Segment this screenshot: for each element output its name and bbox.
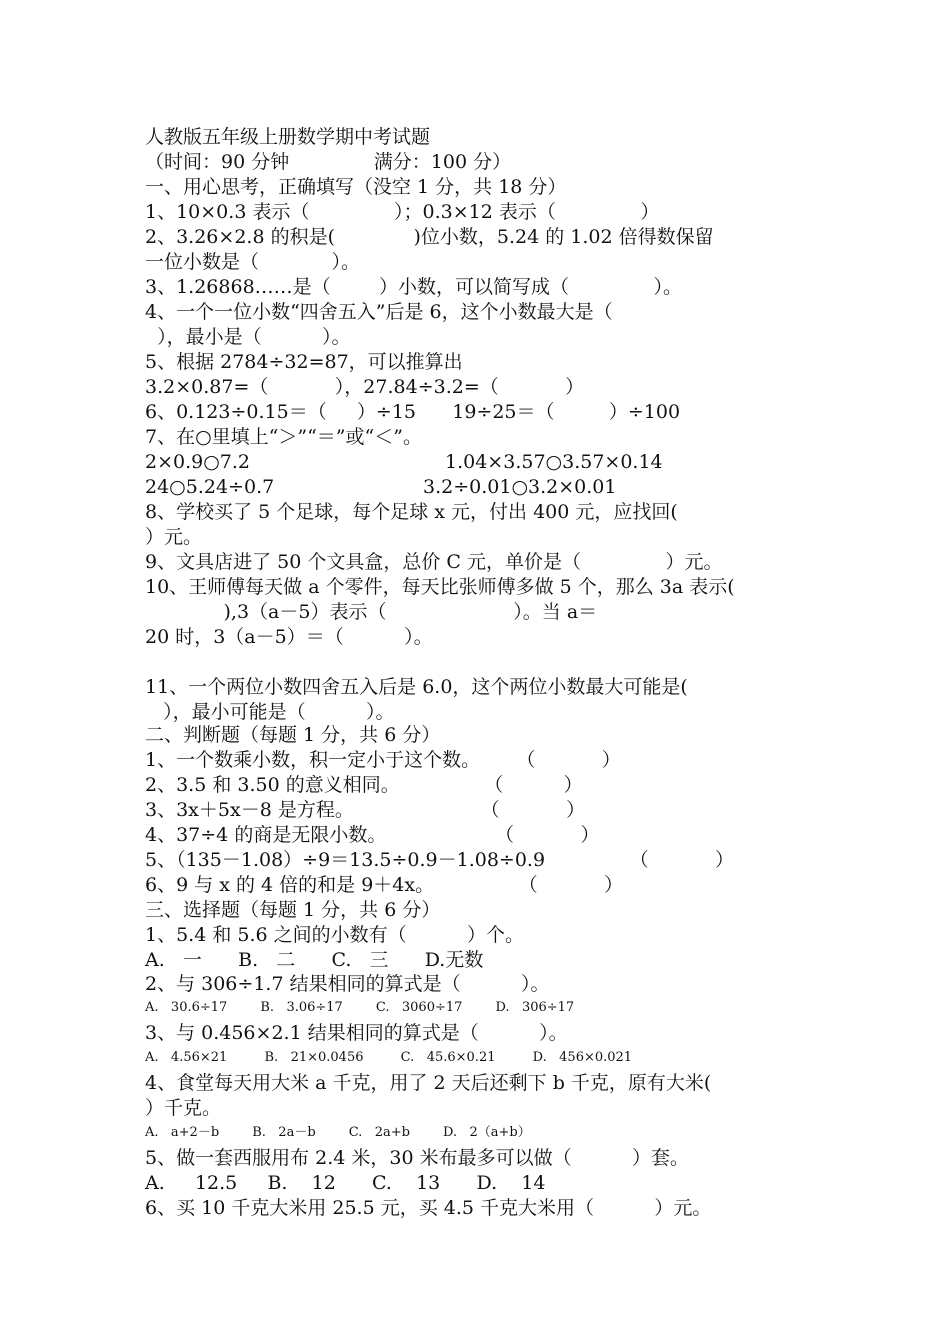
s1-question-9: 9、文具店进了 50 个文具盒，总价 C 元，单价是（ ）元。: [145, 551, 723, 573]
s2-question-1: 1、一个数乘小数，积一定小于这个数。 （ ）: [145, 749, 621, 771]
exam-subtitle: （时间：90 分钟 满分：100 分）: [145, 151, 512, 173]
section-3-heading: 三、选择题（每题 1 分，共 6 分）: [145, 899, 441, 921]
s1-question-10-line-1: 10、王师傅每天做 a 个零件，每天比张师傅多做 5 个，那么 3a 表示(: [145, 576, 735, 598]
s1-question-11-line-1: 11、一个两位小数四舍五入后是 6.0，这个两位小数最大可能是(: [145, 676, 688, 698]
s1-question-4-line-1: 4、一个一位小数“四舍五入”后是 6，这个小数最大是（: [145, 301, 613, 323]
s1-question-1: 1、10×0.3 表示（ ）；0.3×12 表示（ ）: [145, 201, 660, 223]
s1-question-4-line-2: ），最小是（ ）。: [145, 326, 351, 348]
s1-question-10-line-2: ),3（a－5）表示（ ）。当 a＝: [145, 601, 598, 623]
s3-question-4-options: A. a+2－b B. 2a－b C. 2a+b D. 2（a+b）: [145, 1125, 531, 1140]
s1-question-7-right-2: 3.2÷0.01○3.2×0.01: [423, 476, 617, 498]
s3-question-1-options: A. 一 B. 二 C. 三 D.无数: [145, 949, 484, 971]
s1-question-5-line-1: 5、根据 2784÷32=87，可以推算出: [145, 351, 463, 373]
s3-question-4-line-2: ）千克。: [145, 1097, 222, 1119]
s3-question-5: 5、做一套西服用布 2.4 米，30 米布最多可以做（ ）套。: [145, 1147, 689, 1169]
s3-question-3: 3、与 0.456×2.1 结果相同的算式是（ ）。: [145, 1022, 568, 1044]
section-1-heading: 一、用心思考，正确填写（没空 1 分，共 18 分）: [145, 176, 567, 198]
s1-question-10-line-3: 20 时，3（a－5）＝（ ）。: [145, 626, 433, 648]
s1-question-3: 3、1.26868……是（ ）小数，可以简写成（ ）。: [145, 276, 683, 298]
s1-question-2-line-2: 一位小数是（ ）。: [145, 251, 360, 273]
s3-question-6: 6、买 10 千克大米用 25.5 元，买 4.5 千克大米用（ ）元。: [145, 1197, 712, 1219]
s2-question-6: 6、9 与 x 的 4 倍的和是 9＋4x。 （ ）: [145, 874, 624, 896]
s2-question-2: 2、3.5 和 3.50 的意义相同。 （ ）: [145, 774, 583, 796]
s3-question-2: 2、与 306÷1.7 结果相同的算式是（ ）。: [145, 973, 550, 995]
s3-question-5-options: A. 12.5 B. 12 C. 13 D. 14: [145, 1172, 546, 1194]
s1-question-2-line-1: 2、3.26×2.8 的积是( )位小数，5.24 的 1.02 倍得数保留: [145, 226, 714, 248]
s1-question-7-left-2: 24○5.24÷0.7: [145, 476, 275, 498]
s1-question-5-line-2: 3.2×0.87=（ ），27.84÷3.2=（ ）: [145, 376, 585, 398]
s1-question-7-left-1: 2×0.9○7.2: [145, 451, 251, 473]
s3-question-2-options: A. 30.6÷17 B. 3.06÷17 C. 3060÷17 D. 306÷17: [145, 1000, 575, 1015]
s1-question-8-line-2: ）元。: [145, 526, 203, 548]
s3-question-1: 1、5.4 和 5.6 之间的小数有（ ）个。: [145, 924, 525, 946]
exam-title: 人教版五年级上册数学期中考试题: [145, 126, 431, 148]
s1-question-7: 7、在○里填上“＞”“＝”或“＜”。: [145, 426, 422, 448]
s1-question-11-line-2: ），最小可能是（ ）。: [145, 701, 395, 723]
s1-question-6: 6、0.123÷0.15＝（ ）÷15 19÷25＝（ ）÷100: [145, 401, 681, 423]
s1-question-8-line-1: 8、学校买了 5 个足球，每个足球 x 元，付出 400 元，应找回(: [145, 501, 678, 523]
s3-question-3-options: A. 4.56×21 B. 21×0.0456 C. 45.6×0.21 D. 456×0.021: [145, 1050, 633, 1065]
s3-question-4-line-1: 4、食堂每天用大米 a 千克，用了 2 天后还剩下 b 千克，原有大米(: [145, 1072, 712, 1094]
s2-question-3: 3、3x＋5x－8 是方程。 （ ）: [145, 799, 586, 821]
s1-question-7-right-1: 1.04×3.57○3.57×0.14: [445, 451, 663, 473]
section-2-heading: 二、判断题（每题 1 分，共 6 分）: [145, 724, 441, 746]
s2-question-4: 4、37÷4 的商是无限小数。 （ ）: [145, 824, 600, 846]
s2-question-5: 5、（135－1.08）÷9＝13.5÷0.9－1.08÷0.9 （ ）: [145, 849, 735, 871]
